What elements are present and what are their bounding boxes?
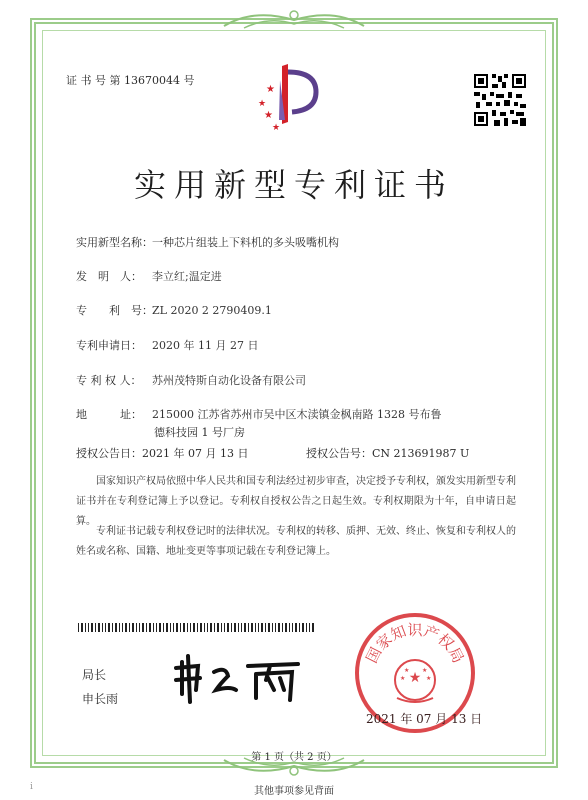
announce-date-label: 授权公告日： <box>76 447 142 460</box>
barcode-icon <box>78 623 314 632</box>
legal-status-paragraph: 专利证书记载专利权登记时的法律状况。专利权的转移、质押、无效、终止、恢复和专利权人的姓名或名称、国籍、地址变更等事项记载在专利登记簿上。 <box>76 526 516 557</box>
corner-mark: ⅰ <box>30 782 33 792</box>
patentee-row <box>76 372 306 388</box>
certificate-number: 证 书 号 第 13670044 号 <box>66 74 195 87</box>
director-signature-icon <box>170 650 310 706</box>
announce-number-label: 授权公告号： <box>306 447 372 460</box>
svg-text:★: ★ <box>400 675 406 682</box>
field-value: 李立红;温定进 <box>152 270 222 283</box>
announcement-row <box>76 445 536 461</box>
field-value: 一种芯片组装上下料机的多头吸嘴机构 <box>152 236 339 249</box>
announce-number <box>306 445 469 461</box>
seal-text: 国家知识产权局 <box>362 621 468 666</box>
svg-text:★: ★ <box>426 675 432 682</box>
field-label: 发 明 人： <box>76 270 142 283</box>
address-line-2: 德科技园 1 号厂房 <box>154 426 245 439</box>
director-block <box>82 663 118 711</box>
svg-text:★: ★ <box>408 670 422 686</box>
svg-text:★: ★ <box>272 123 281 133</box>
utility-model-name-row <box>76 234 339 250</box>
field-label: 地 址： <box>76 408 142 421</box>
certificate-title: 实用新型专利证书 <box>133 166 454 204</box>
grant-statement-paragraph: 国家知识产权局依照中华人民共和国专利法经过初步审查，决定授予专利权，颁发实用新型专利证书并在专利登记簿上予以登记。专利权自授权公告之日起生效。专利权期限为十年，自申请日起算。 <box>76 476 516 527</box>
address-row <box>76 406 441 422</box>
field-value: 2020 年 11 月 27 日 <box>152 339 259 352</box>
svg-text:★: ★ <box>264 110 273 121</box>
page-number: 第 1 页（共 2 页） <box>251 752 337 763</box>
announce-date-value: 2021 年 07 月 13 日 <box>142 447 249 460</box>
svg-text:★: ★ <box>422 667 428 674</box>
svg-text:★: ★ <box>266 84 275 95</box>
field-label: 专 利 权 人： <box>76 374 142 387</box>
cnipa-logo-icon <box>252 62 324 138</box>
inventor-row <box>76 268 222 284</box>
qr-code-icon <box>472 72 528 128</box>
top-ornament <box>214 6 374 32</box>
director-name: 申长雨 <box>82 692 119 706</box>
field-value: 苏州茂特斯自动化设备有限公司 <box>152 374 306 387</box>
svg-text:★: ★ <box>404 667 410 674</box>
field-label: 实用新型名称： <box>76 236 153 249</box>
seal-date: 2021 年 07 月 13 日 <box>366 712 483 726</box>
footer-note: 其他事项参见背面 <box>254 786 334 797</box>
field-label: 专利申请日： <box>76 339 142 352</box>
announce-number-value: CN 213691987 U <box>372 447 470 460</box>
patent-number-row <box>76 302 272 318</box>
field-value: ZL 2020 2 2790409.1 <box>152 304 272 317</box>
director-title: 局长 <box>82 668 107 682</box>
field-label: 专 利 号： <box>76 304 153 317</box>
field-value: 215000 江苏省苏州市吴中区木渎镇金枫南路 1328 号布鲁 <box>152 408 442 421</box>
svg-text:★: ★ <box>258 99 267 109</box>
filing-date-row <box>76 337 258 353</box>
